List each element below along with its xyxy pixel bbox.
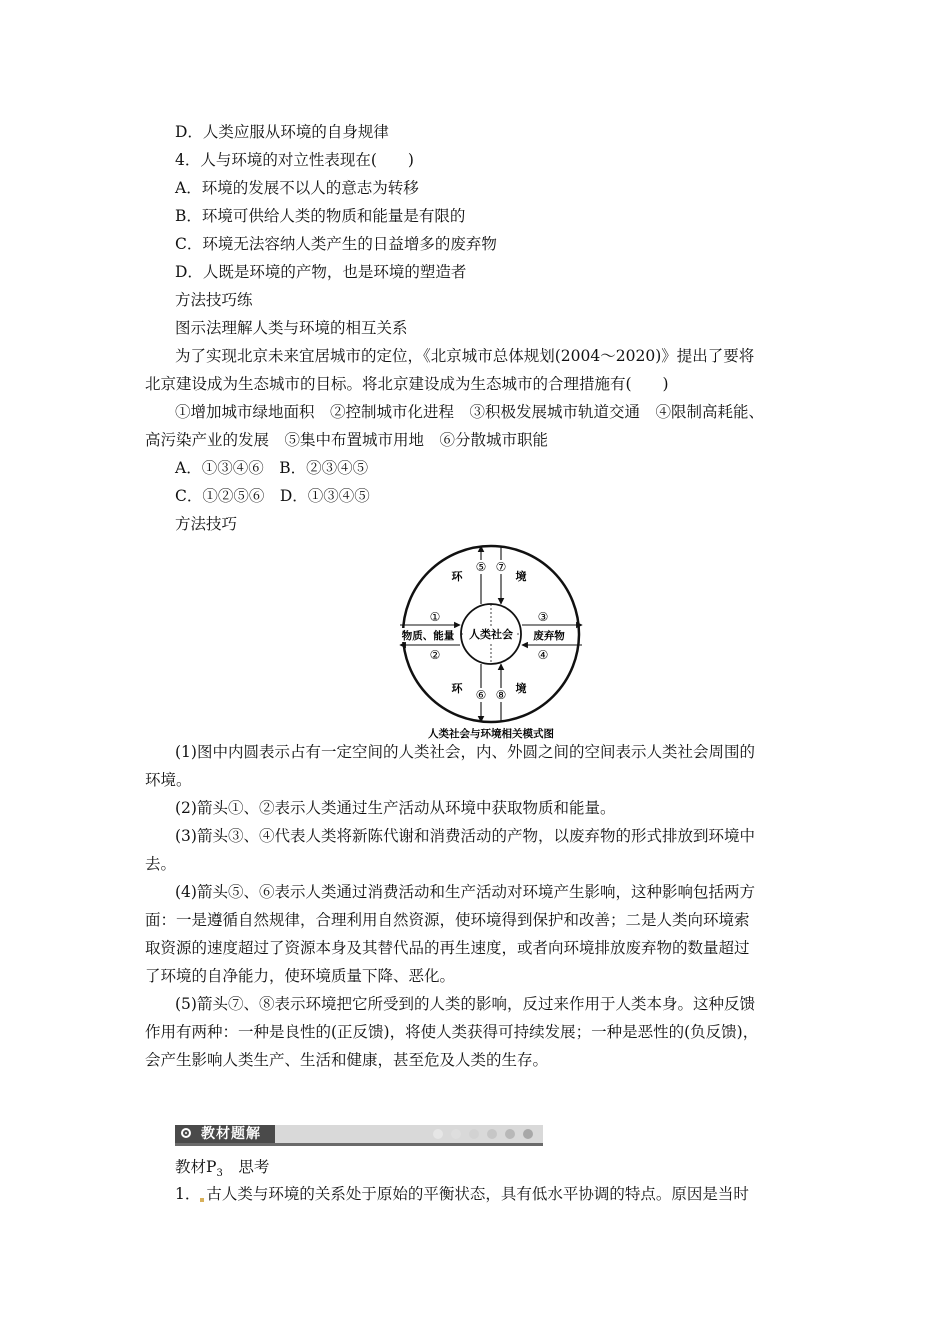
explanation-4-line2: 面：一是遵循自然规律，合理利用自然资源，使环境得到保护和改善；二是人类向环境索 bbox=[145, 911, 750, 929]
env-top-left: 环 bbox=[451, 570, 463, 583]
textbook-page-ref: 教材$P_3$ 思考 bbox=[175, 1158, 270, 1180]
options-cd: C．①②⑤⑥ D．①③④⑤ bbox=[175, 487, 370, 505]
q3-option-d: D．人类应服从环境的自身规律 bbox=[175, 123, 389, 141]
measures-line1: ①增加城市绿地面积 ②控制城市化进程 ③积极发展城市轨道交通 ④限制高耗能、 bbox=[175, 403, 765, 421]
arrow-2-label: ② bbox=[429, 648, 441, 662]
highlight-mark bbox=[200, 1198, 204, 1202]
tips-title: 方法技巧 bbox=[175, 515, 238, 533]
dot-icon bbox=[469, 1129, 479, 1139]
q4-option-d: D．人既是环境的产物，也是环境的塑造者 bbox=[175, 263, 467, 281]
center-label: 人类社会 bbox=[469, 628, 513, 641]
explanation-2: (2)箭头①、②表示人类通过生产活动从环境中获取物质和能量。 bbox=[175, 799, 616, 817]
arrow-5-label: ⑤ bbox=[475, 560, 487, 574]
diagram-caption: 人类社会与环境相关模式图 bbox=[428, 728, 554, 740]
arrow-1-label: ① bbox=[429, 610, 441, 624]
env-bottom-right: 境 bbox=[515, 682, 527, 695]
explanation-3-line2: 去。 bbox=[145, 855, 177, 873]
left-label: 物质、能量 bbox=[401, 630, 455, 642]
env-top-right: 境 bbox=[515, 570, 527, 583]
explanation-1-line1: (1)图中内圆表示占有一定空间的人类社会，内、外圆之间的空间表示人类社会周围的 bbox=[175, 743, 755, 761]
arrow-6-label: ⑥ bbox=[475, 688, 487, 702]
explanation-4-line3: 取资源的速度超过了资源本身及其替代品的再生速度，或者向环境排放废弃物的数量超过 bbox=[145, 939, 750, 957]
textbook-q1: 1． 古人类与环境的关系处于原始的平衡状态，具有低水平协调的特点。原因是当时 bbox=[175, 1185, 749, 1203]
env-bottom-left: 环 bbox=[451, 682, 463, 695]
dot-icon bbox=[451, 1129, 461, 1139]
explanation-3-line1: (3)箭头③、④代表人类将新陈代谢和消费活动的产物，以废弃物的形式排放到环境中 bbox=[175, 827, 755, 845]
textbook-banner bbox=[175, 1125, 543, 1143]
arrow-8-label: ⑧ bbox=[495, 688, 507, 702]
explanation-5-line2: 作用有两种：一种是良性的(正反馈)，将使人类获得可持续发展；一种是恶性的(负反馈)， bbox=[145, 1023, 759, 1041]
q4-option-b: B．环境可供给人类的物质和能量是有限的 bbox=[175, 207, 466, 225]
explanation-5-line1: (5)箭头⑦、⑧表示环境把它所受到的人类的影响，反过来作用于人类本身。这种反馈 bbox=[175, 995, 755, 1013]
section-title: 方法技巧练 bbox=[175, 291, 253, 309]
options-ab: A．①③④⑥ B．②③④⑤ bbox=[175, 459, 369, 477]
bullet-icon bbox=[181, 1128, 191, 1138]
q4-stem: 4．人与环境的对立性表现在( ) bbox=[175, 151, 414, 169]
explanation-4-line1: (4)箭头⑤、⑥表示人类通过消费活动和生产活动对环境产生影响，这种影响包括两方 bbox=[175, 883, 755, 901]
dot-icon bbox=[523, 1129, 533, 1139]
arrow-3-label: ③ bbox=[537, 610, 549, 624]
q4-option-c: C．环境无法容纳人类产生的日益增多的废弃物 bbox=[175, 235, 497, 253]
section-subtitle: 图示法理解人类与环境的相互关系 bbox=[175, 319, 408, 337]
banner-title: 教材题解 bbox=[201, 1126, 261, 1142]
dot-icon bbox=[433, 1129, 443, 1139]
human-environment-diagram bbox=[395, 540, 587, 740]
q4-option-a: A．环境的发展不以人的意志为转移 bbox=[175, 179, 419, 197]
explanation-5-line3: 会产生影响人类生产、生活和健康，甚至危及人类的生存。 bbox=[145, 1051, 549, 1069]
dot-icon bbox=[505, 1129, 515, 1139]
explanation-1-line2: 环境。 bbox=[145, 771, 192, 789]
dot-icon bbox=[487, 1129, 497, 1139]
explanation-4-line4: 了环境的自净能力，使环境质量下降、恶化。 bbox=[145, 967, 456, 985]
measures-line2: 高污染产业的发展 ⑤集中布置城市用地 ⑥分散城市职能 bbox=[145, 431, 549, 449]
question-stem-line1: 为了实现北京未来宜居城市的定位，《北京城市总体规划(2004～2020)》提出了要将 bbox=[175, 347, 755, 365]
arrow-4-label: ④ bbox=[537, 648, 549, 662]
question-stem-line2: 北京建设成为生态城市的目标。将北京建设成为生态城市的合理措施有( ) bbox=[145, 375, 669, 393]
arrow-7-label: ⑦ bbox=[495, 560, 507, 574]
right-label: 废弃物 bbox=[533, 630, 565, 642]
